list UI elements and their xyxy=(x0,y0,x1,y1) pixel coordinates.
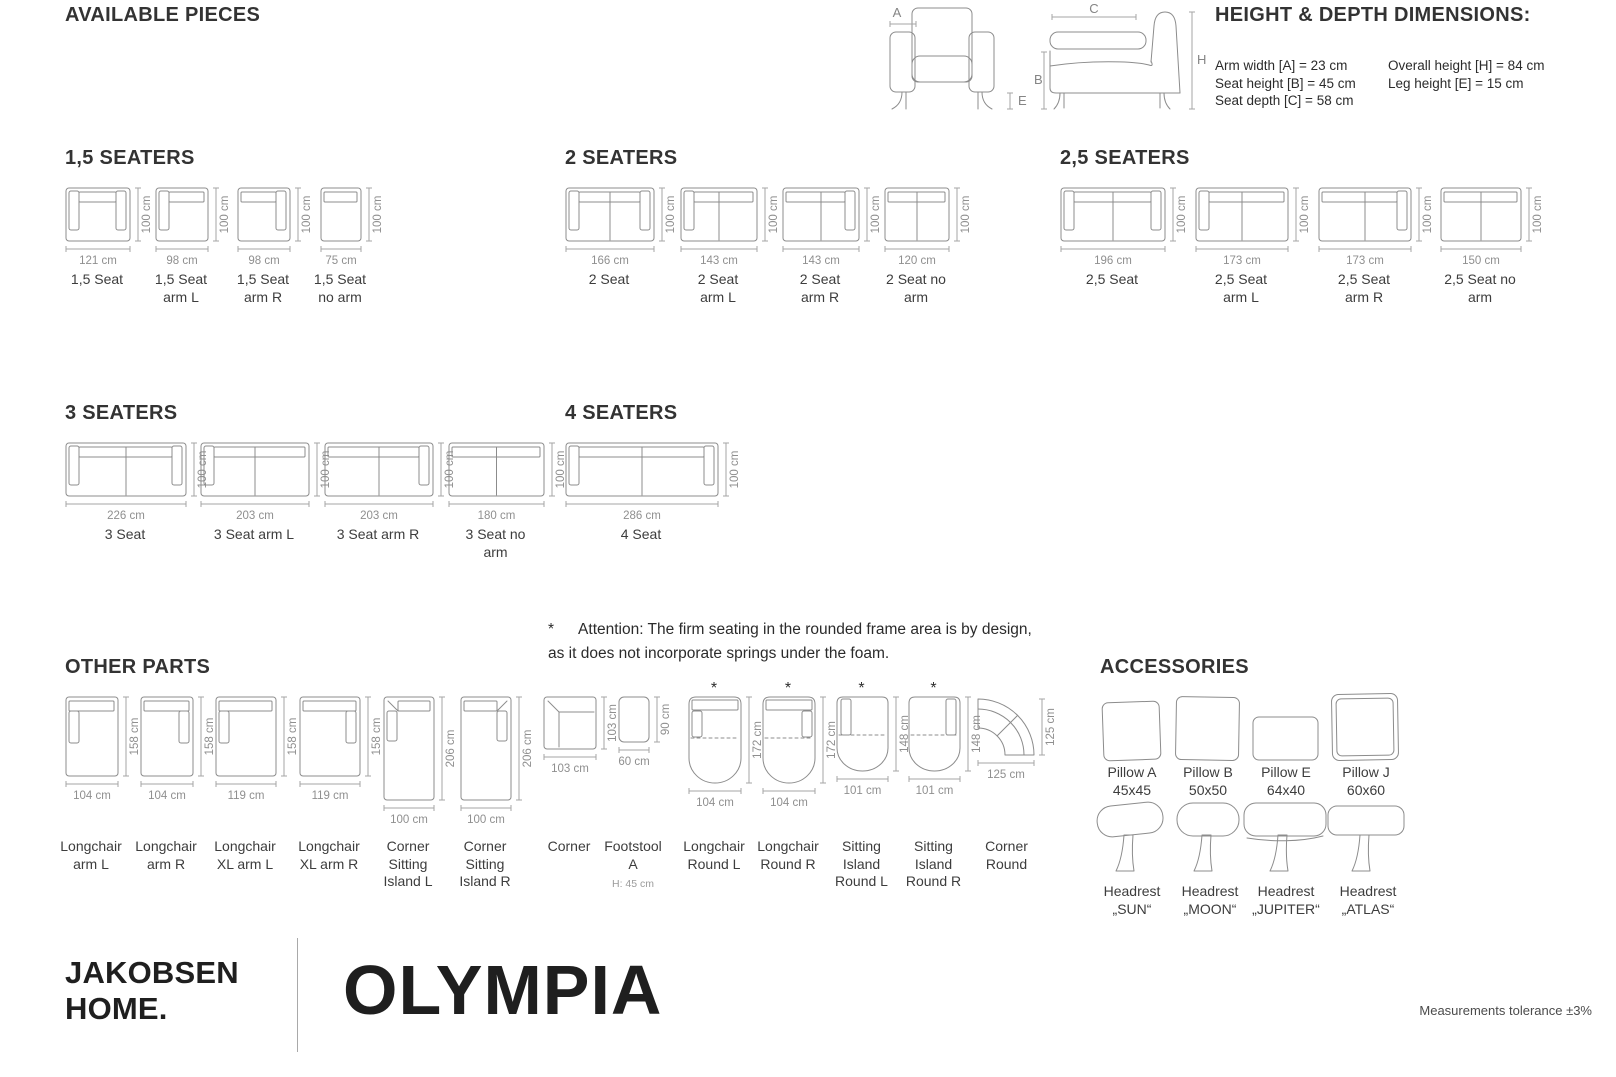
piece-diagram xyxy=(1440,187,1550,270)
piece-label-line: arm xyxy=(1467,288,1493,305)
piece-label-line: Longchair xyxy=(298,838,360,854)
piece-label-line: Sitting xyxy=(842,838,881,854)
piece-label-line: XL arm L xyxy=(216,855,274,872)
section-3-seaters xyxy=(65,402,567,560)
available-pieces-title: AVAILABLE PIECES xyxy=(65,4,261,26)
headrest-moon-diagram xyxy=(1166,797,1254,881)
piece-label-line: Corner xyxy=(386,838,430,854)
svg-text:100 cm: 100 cm xyxy=(197,450,209,489)
svg-text:100 cm: 100 cm xyxy=(768,195,780,234)
piece-corner-sitting-island-r xyxy=(460,684,540,900)
piece-diagram xyxy=(65,442,215,525)
piece-diagram xyxy=(884,187,978,270)
piece-label-line: 3 Seat arm L xyxy=(213,526,295,542)
attention-note xyxy=(548,618,1118,665)
piece-diagram xyxy=(237,187,319,270)
piece-label-line: Corner xyxy=(985,838,1028,854)
svg-text:104 cm: 104 cm xyxy=(73,790,111,802)
svg-text:125 cm: 125 cm xyxy=(1045,708,1057,746)
svg-text:104 cm: 104 cm xyxy=(148,790,186,802)
piece-2-seat-arm-r xyxy=(782,187,888,333)
headrest-atlas xyxy=(1324,797,1412,918)
piece-label-line: arm L xyxy=(1223,288,1259,305)
piece-1-5-seat xyxy=(65,187,159,333)
svg-text:143 cm: 143 cm xyxy=(802,255,840,267)
piece-label-line: Corner xyxy=(547,838,591,854)
piece-2-seat xyxy=(565,187,683,333)
piece-label-line: arm R xyxy=(243,288,283,305)
pillow-b-label: Pillow B 50x50 xyxy=(1183,764,1233,798)
piece-label-line: Longchair xyxy=(214,838,276,854)
attention-line2: as it does not incorporate springs under the foam. xyxy=(548,644,890,662)
svg-text:119 cm: 119 cm xyxy=(311,790,349,802)
svg-text:98 cm: 98 cm xyxy=(248,255,280,267)
piece-diagram xyxy=(762,696,844,812)
piece-diagram xyxy=(1060,187,1194,270)
svg-text:173 cm: 173 cm xyxy=(1223,255,1261,267)
piece-diagram xyxy=(782,187,888,270)
piece-label-line: 2 Seat xyxy=(588,271,630,287)
piece-1-5-seat-arm-l xyxy=(155,187,237,333)
spec-overall-height: Overall height [H] = 84 cm xyxy=(1388,58,1545,73)
piece-diagram xyxy=(65,187,159,270)
seat-depth-letter: C xyxy=(1089,1,1099,16)
headrest-jupiter-label: Headrest „JUPITER“ xyxy=(1252,883,1320,917)
piece-2-5-seat-no-arm xyxy=(1440,187,1550,333)
pillow-j xyxy=(1330,692,1402,799)
svg-text:98 cm: 98 cm xyxy=(166,255,198,267)
piece-label-line: 2 Seat xyxy=(697,271,739,287)
svg-text:203 cm: 203 cm xyxy=(236,510,274,522)
section-title: 1,5 SEATERS xyxy=(65,147,195,169)
brand-logo xyxy=(65,955,239,1027)
piece-label-line: A xyxy=(628,855,638,872)
pillow-b-diagram xyxy=(1172,692,1244,762)
section-title: 2 SEATERS xyxy=(565,147,678,169)
piece-label-line: Longchair xyxy=(757,838,819,854)
svg-text:75 cm: 75 cm xyxy=(325,255,357,267)
piece-diagram xyxy=(680,187,786,270)
piece-label-line: Sitting xyxy=(388,855,428,872)
piece-label-line: no arm xyxy=(318,288,362,305)
section-2-seaters xyxy=(565,147,972,305)
pillow-a-diagram xyxy=(1096,692,1168,762)
piece-label-line: 2 Seat no xyxy=(886,271,946,287)
pillow-a-label: Pillow A 45x45 xyxy=(1107,764,1157,798)
piece-label-line: Sitting xyxy=(914,838,953,854)
piece-3-seat xyxy=(65,442,215,588)
svg-text:100 cm: 100 cm xyxy=(444,450,456,489)
tolerance-note: Measurements tolerance ±3% xyxy=(1419,1003,1592,1018)
piece-label xyxy=(1037,271,1187,289)
section-title: 3 SEATERS xyxy=(65,402,178,424)
spec-seat-depth: Seat depth [C] = 58 cm xyxy=(1215,93,1354,108)
headrest-moon-label: Headrest „MOON“ xyxy=(1181,883,1239,917)
piece-label-line: Longchair xyxy=(60,838,122,854)
piece-diagram xyxy=(140,696,222,805)
piece-label-line: 1,5 Seat xyxy=(154,271,208,287)
piece-label-line: 2 Seat xyxy=(799,271,841,287)
piece-label-line: arm xyxy=(903,288,929,305)
svg-text:100 cm: 100 cm xyxy=(960,195,972,234)
svg-text:150 cm: 150 cm xyxy=(1462,255,1500,267)
headrest-atlas-label: Headrest „ATLAS“ xyxy=(1339,883,1397,917)
dimension-specs-col2 xyxy=(1388,57,1544,92)
piece-label-line: 2,5 Seat no xyxy=(1444,271,1516,287)
piece-diagram xyxy=(65,696,147,805)
svg-text:125 cm: 125 cm xyxy=(987,769,1025,781)
svg-text:100 cm: 100 cm xyxy=(1422,195,1434,234)
brand-line1: JAKOBSEN xyxy=(65,955,239,990)
svg-text:180 cm: 180 cm xyxy=(477,510,516,522)
piece-label-line: Round L xyxy=(835,873,888,889)
svg-text:100 cm: 100 cm xyxy=(1532,195,1544,234)
accessories-title: ACCESSORIES xyxy=(1100,656,1249,678)
svg-text:100 cm: 100 cm xyxy=(1176,195,1188,234)
svg-text:100 cm: 100 cm xyxy=(141,195,153,234)
svg-text:100 cm: 100 cm xyxy=(729,450,741,489)
piece-label-line: 2,5 Seat xyxy=(1214,271,1268,287)
leg-height-letter: E xyxy=(1018,93,1027,108)
piece-label-line: XL arm R xyxy=(299,855,359,872)
svg-text:158 cm: 158 cm xyxy=(287,717,299,756)
piece-label-line: Island R xyxy=(459,873,511,889)
svg-text:104 cm: 104 cm xyxy=(770,797,808,809)
piece-diagram xyxy=(383,696,463,829)
piece-label-line: arm L xyxy=(163,288,199,305)
svg-text:101 cm: 101 cm xyxy=(843,785,882,797)
piece-label-line: Island xyxy=(914,855,953,872)
piece-3-seat-no-arm xyxy=(448,442,573,588)
svg-text:148 cm: 148 cm xyxy=(971,715,983,753)
svg-text:100 cm: 100 cm xyxy=(1299,195,1311,234)
piece-diagram xyxy=(618,696,678,771)
piece-diagram xyxy=(975,696,1068,789)
piece-diagram xyxy=(324,442,462,525)
piece-label-line: arm L xyxy=(700,288,736,305)
section-4-seaters xyxy=(565,402,741,542)
piece-label xyxy=(421,526,571,561)
piece-diagram xyxy=(688,696,770,812)
overall-height-letter: H xyxy=(1197,52,1207,67)
piece-label-line: 2,5 Seat xyxy=(1085,271,1139,287)
svg-text:121 cm: 121 cm xyxy=(79,255,117,267)
arm-width-letter: A xyxy=(892,5,902,20)
piece-label-line: Island L xyxy=(383,873,433,889)
piece-4-seat xyxy=(565,442,747,588)
svg-text:100 cm: 100 cm xyxy=(467,814,505,826)
piece-diagram xyxy=(460,696,540,829)
piece-3-seat-arm-r xyxy=(324,442,462,588)
svg-text:101 cm: 101 cm xyxy=(915,785,954,797)
dimensions-title: HEIGHT & DEPTH DIMENSIONS: xyxy=(1215,4,1531,26)
headrest-sun-label: Headrest „SUN“ xyxy=(1103,883,1161,917)
piece-diagram xyxy=(215,696,305,805)
piece-label xyxy=(265,271,415,306)
svg-text:100 cm: 100 cm xyxy=(665,195,677,234)
headrest-atlas-diagram xyxy=(1324,797,1412,881)
piece-2-seat-no-arm xyxy=(884,187,978,333)
attention-line1: * Attention: The firm seating in the rounded frame area is by design, xyxy=(548,621,1032,638)
svg-text:172 cm: 172 cm xyxy=(752,721,764,759)
piece-diagram xyxy=(299,696,389,805)
svg-text:166 cm: 166 cm xyxy=(591,255,629,267)
svg-text:60 cm: 60 cm xyxy=(618,756,650,768)
svg-text:173 cm: 173 cm xyxy=(1346,255,1384,267)
headrest-jupiter-diagram xyxy=(1242,797,1330,881)
svg-text:158 cm: 158 cm xyxy=(129,717,141,756)
piece-label-line: Round xyxy=(985,855,1028,872)
piece-label-line: arm L xyxy=(73,855,109,872)
piece-label-line: Longchair xyxy=(683,838,745,854)
svg-text:143 cm: 143 cm xyxy=(700,255,738,267)
piece-diagram xyxy=(448,442,573,525)
piece-label-line: Corner xyxy=(463,838,507,854)
piece-1-5-seat-arm-r xyxy=(237,187,319,333)
armchair-side-view-diagram xyxy=(1034,2,1206,114)
piece-corner-round xyxy=(975,684,1068,900)
svg-text:100 cm: 100 cm xyxy=(870,195,882,234)
piece-label-line: 3 Seat xyxy=(104,526,146,542)
svg-text:103 cm: 103 cm xyxy=(607,704,619,742)
asterisk-marker: * xyxy=(710,680,718,697)
piece-3-seat-arm-l xyxy=(200,442,338,588)
piece-label-line: Round R xyxy=(905,873,962,889)
piece-label-line: Footstool xyxy=(604,838,662,854)
piece-label xyxy=(932,838,1082,873)
headrest-sun-diagram xyxy=(1088,797,1176,881)
piece-label-line: Longchair xyxy=(135,838,197,854)
svg-text:104 cm: 104 cm xyxy=(696,797,734,809)
piece-label-line: 1,5 Seat xyxy=(313,271,367,287)
svg-text:100 cm: 100 cm xyxy=(555,450,567,489)
piece-diagram xyxy=(1318,187,1440,270)
svg-text:203 cm: 203 cm xyxy=(360,510,398,522)
piece-label-line: arm R xyxy=(146,855,186,872)
piece-height-note: H: 45 cm xyxy=(611,878,654,890)
piece-diagram xyxy=(565,442,747,525)
pillow-e-label: Pillow E 64x40 xyxy=(1261,764,1311,798)
piece-diagram xyxy=(836,696,917,800)
piece-label-line: 1,5 Seat xyxy=(70,271,124,287)
armchair-front-view-diagram xyxy=(880,2,1030,114)
piece-diagram xyxy=(155,187,237,270)
asterisk-marker: * xyxy=(930,680,937,697)
piece-1-5-seat-no-arm xyxy=(313,187,390,333)
svg-text:226 cm: 226 cm xyxy=(107,510,145,522)
piece-label-line: Round R xyxy=(760,855,816,872)
svg-text:172 cm: 172 cm xyxy=(826,721,838,759)
spec-arm-width: Arm width [A] = 23 cm xyxy=(1215,58,1348,73)
svg-text:119 cm: 119 cm xyxy=(227,790,265,802)
svg-text:100 cm: 100 cm xyxy=(390,814,428,826)
section-title: 4 SEATERS xyxy=(565,402,678,424)
piece-label-line: 3 Seat no xyxy=(465,526,526,542)
spec-leg-height: Leg height [E] = 15 cm xyxy=(1388,75,1524,91)
svg-text:90 cm: 90 cm xyxy=(660,703,672,736)
piece-diagram xyxy=(320,187,390,270)
section-1-5-seaters xyxy=(65,147,384,305)
piece-diagram xyxy=(200,442,338,525)
svg-text:286 cm: 286 cm xyxy=(623,510,661,522)
piece-2-5-seat-arm-r xyxy=(1318,187,1440,333)
piece-label xyxy=(50,526,200,544)
footer-divider xyxy=(297,938,298,1052)
asterisk-marker: * xyxy=(858,680,865,697)
piece-diagram xyxy=(565,187,683,270)
other-parts-title: OTHER PARTS xyxy=(65,656,211,678)
svg-text:100 cm: 100 cm xyxy=(372,195,384,234)
asterisk-marker: * xyxy=(784,680,792,697)
piece-2-5-seat-arm-l xyxy=(1195,187,1317,333)
pillow-j-label: Pillow J 60x60 xyxy=(1342,764,1390,798)
piece-label-line: 4 Seat xyxy=(620,526,662,542)
svg-text:148 cm: 148 cm xyxy=(899,715,911,753)
svg-text:100 cm: 100 cm xyxy=(301,195,313,234)
svg-text:196 cm: 196 cm xyxy=(1094,255,1132,267)
piece-label xyxy=(566,526,716,544)
section-title: 2,5 SEATERS xyxy=(1060,147,1190,169)
pillow-e-diagram xyxy=(1250,692,1322,762)
piece-diagram xyxy=(543,696,625,778)
svg-text:103 cm: 103 cm xyxy=(551,763,589,775)
piece-label xyxy=(841,271,991,306)
piece-label-line: arm R xyxy=(1344,288,1384,305)
piece-label-line: arm xyxy=(483,543,508,560)
product-name: OLYMPIA xyxy=(343,951,663,1029)
piece-label xyxy=(1405,271,1555,306)
piece-label-line: 3 Seat arm R xyxy=(336,526,420,542)
svg-text:158 cm: 158 cm xyxy=(204,717,216,756)
piece-label-line: Sitting xyxy=(465,855,505,872)
brand-line2: HOME. xyxy=(65,991,168,1026)
piece-label-line: 1,5 Seat xyxy=(236,271,290,287)
piece-2-5-seat xyxy=(1060,187,1194,333)
svg-text:206 cm: 206 cm xyxy=(522,729,534,768)
svg-text:158 cm: 158 cm xyxy=(371,717,383,756)
pillow-j-diagram xyxy=(1330,692,1402,762)
svg-text:100 cm: 100 cm xyxy=(320,450,332,489)
svg-text:120 cm: 120 cm xyxy=(898,255,936,267)
attention-marker: * xyxy=(548,621,555,638)
piece-label-line: Island xyxy=(842,855,881,872)
piece-2-seat-arm-l xyxy=(680,187,786,333)
section-2-5-seaters xyxy=(1060,147,1544,305)
dimension-specs-col1 xyxy=(1215,57,1356,110)
piece-label-line: Round L xyxy=(687,855,741,872)
piece-diagram xyxy=(1195,187,1317,270)
svg-text:100 cm: 100 cm xyxy=(219,195,231,234)
spec-seat-height: Seat height [B] = 45 cm xyxy=(1215,75,1356,91)
seat-height-letter: B xyxy=(1034,72,1043,87)
piece-label-line: arm R xyxy=(800,288,840,305)
piece-label-line: 2,5 Seat xyxy=(1337,271,1391,287)
svg-text:206 cm: 206 cm xyxy=(445,729,457,768)
